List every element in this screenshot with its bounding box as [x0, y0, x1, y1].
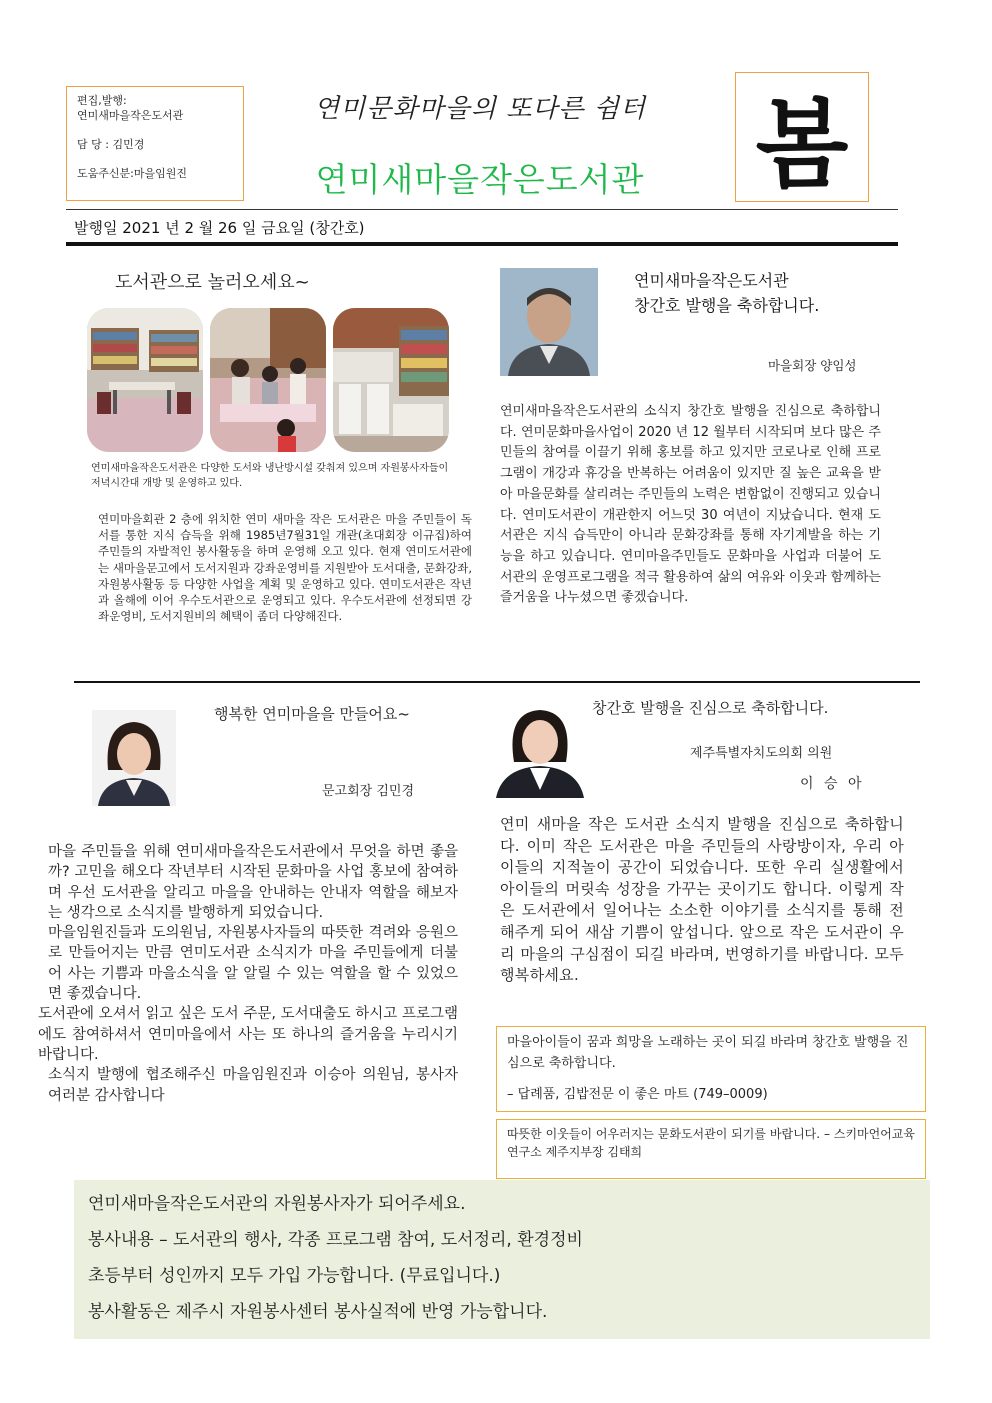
editor-value: 연미새마을작은도서관	[77, 109, 184, 122]
manager-line: 담 당 : 김민경	[77, 138, 145, 151]
library-photo-3	[333, 308, 449, 452]
council-member-portrait	[492, 700, 588, 798]
congrats-heading-line1: 연미새마을작은도서관	[634, 271, 789, 290]
volunteer-line-3: 초등부터 성인까지 모두 가입 가능합니다. (무료입니다.)	[88, 1266, 501, 1286]
photo-caption: 연미새마을작은도서관은 다양한 도서와 냉난방시설 갖춰져 있으며 자원봉사자들이 저녁시간대 개방 및 운영하고 있다.	[91, 463, 449, 489]
village-head-signature: 마을회장 양임성	[768, 358, 857, 373]
editorial-info-box	[66, 86, 244, 201]
congrats-heading-line2: 창간호 발행을 축하합니다.	[634, 296, 820, 315]
season-box	[735, 72, 869, 202]
congrats-heading	[634, 268, 819, 318]
header-divider	[66, 209, 898, 210]
sponsor-box-1	[496, 1026, 926, 1112]
library-head-message	[38, 842, 458, 1106]
library-head-signature: 문고회장 김민경	[322, 784, 415, 799]
library-head-portrait	[92, 710, 176, 806]
library-title: 연미새마을작은도서관	[315, 160, 645, 199]
sponsor-1-name: – 답례품, 김밥전문 이 좋은 마트 (749–0009)	[507, 1087, 768, 1102]
library-head-para-1: 마을 주민들을 위해 연미새마을작은도서관에서 무엇을 하면 좋을까? 고민을 해오다 작년부터 시작된 문화마을 사업 홍보에 참여하며 우선 도서관을 알리고 마을을 안내하는 안내자 역할을 해보자는 생각으로 소식지를 발행하게 되었습니다.	[48, 844, 458, 921]
village-head-portrait	[500, 268, 598, 376]
sponsor-box-2	[496, 1119, 926, 1179]
volunteer-line-1: 연미새마을작은도서관의 자원봉사자가 되어주세요.	[88, 1194, 466, 1214]
village-head-message: 연미새마을작은도서관의 소식지 창간호 발행을 진심으로 축하합니다. 연미문화마을사업이 2020 년 12 월부터 시작되며 보다 많은 주민들의 참여를 이끌기 위해 홍보를 하고 있지만 코로나로 인해 프로그램이 개강과 휴강을 반복하는 어려움이 있지만 질 높은 교육을 받아 마을문화를 살리려는 주민들의 노력은 변함없이 진행되고 있습니다. 연미도서관이 개관한지 어느덧 30 여년이 지났습니다. 현재 도서관은 지식 습득만이 아니라 문화강좌를 통해 자기계발을 하는 기능을 하고 있습니다. 연미마을주민들도 문화마을 사업과 더불어 도서관의 운영프로그램을 적극 활용하여 삶의 여유와 이웃과 함께하는 즐거움을 나누셨으면 좋겠습니다.	[500, 404, 881, 606]
library-head-para-4: 소식지 발행에 협조해주신 마을임원진과 이승아 의원님, 봉사자 여러분 감사합니다	[48, 1067, 458, 1104]
volunteer-line-4: 봉사활동은 제주시 자원봉사센터 봉사실적에 반영 가능합니다.	[88, 1302, 548, 1322]
volunteer-recruit-box	[74, 1180, 930, 1339]
helpers-line: 도움주신분:마을임원진	[77, 167, 187, 180]
publish-date: 발행일 2021 년 2 월 26 일 금요일 (창간호)	[74, 219, 365, 237]
sponsor-2-message: 따뜻한 이웃들이 어우러지는 문화도서관이 되기를 바랍니다. – 스키마언어교육연구소 제주지부장 김태희	[507, 1127, 915, 1159]
sponsor-1-message: 마을아이들이 꿈과 희망을 노래하는 곳이 되길 바라며 창간호 발행을 진심으로 축하합니다.	[507, 1035, 909, 1071]
council-member-message: 연미 새마을 작은 도서관 소식지 발행을 진심으로 축하합니다. 이미 작은 도서관은 마을 주민들의 사랑방이자, 우리 아이들의 지적놀이 공간이 되었습니다. 또한 우리 실생활에서 아이들의 머릿속 성장을 가꾸는 곳이기도 합니다. 이렇게 작은 도서관에서 일어나는 소소한 이야기를 소식지를 통해 전해주게 되어 새삼 기쁨이 앞섭니다. 앞으로 작은 도서관이 우리 마을의 구심점이 되길 바라며, 번영하기를 바랍니다. 모두 행복하세요.	[500, 815, 904, 985]
library-head-para-2: 마을임원진들과 도의원님, 자원봉사자들의 따뜻한 격려와 응원으로 만들어지는 만큼 연미도서관 소식지가 마을 주민들에게 더불어 사는 기쁨과 마을소식을 알 알릴 수 있는 역할을 할 수 있었으면 좋겠습니다.	[48, 925, 458, 1003]
volunteer-line-2: 봉사내용 – 도서관의 행사, 각종 프로그램 참여, 도서정리, 환경정비	[88, 1230, 583, 1250]
editor-label: 편집,발행:	[77, 94, 127, 107]
library-head-para-3: 도서관에 오셔서 읽고 싶은 도서 주문, 도서대출도 하시고 프로그램에도 참여하셔서 연미마을에서 사는 또 하나의 즐거움을 누리시기 바랍니다.	[38, 1006, 458, 1063]
header-thick-divider	[66, 242, 898, 246]
library-photo-2	[210, 308, 326, 452]
council-member-title: 창간호 발행을 진심으로 축하합니다.	[592, 699, 829, 717]
library-intro-text: 연미마을회관 2 층에 위치한 연미 새마을 작은 도서관은 마을 주민들이 독서를 통한 지식 습득을 위해 1985년7월31일 개관(초대회장 이규집)하여 주민들의 자발적인 봉사활동을 하며 운영해 오고 있다. 현재 연미도서관에는 새마을문고에서 도서지원과 강좌운영비를 지원받아 도서대출, 문화강좌, 자원봉사활동 등 다양한 사업을 계획 및 운영하고 있다. 연미도서관은 작년과 올해에 이어 우수도서관으로 운영되고 있다. 우수도서관에 선정되면 강좌운영비, 도서지원비의 혜택이 좀더 다양해진다.	[98, 512, 472, 624]
library-invite-heading: 도서관으로 놀러오세요~	[115, 272, 310, 293]
library-photo-1	[87, 308, 203, 452]
library-head-title: 행복한 연미마을을 만들어요~	[214, 705, 410, 723]
season-label: 봄	[755, 88, 849, 201]
slogan: 연미문화마을의 또다른 쉼터	[314, 94, 646, 124]
council-member-org: 제주특별자치도의회 의원	[690, 746, 833, 761]
council-member-name: 이 승 아	[800, 776, 865, 792]
section-divider	[74, 681, 920, 683]
